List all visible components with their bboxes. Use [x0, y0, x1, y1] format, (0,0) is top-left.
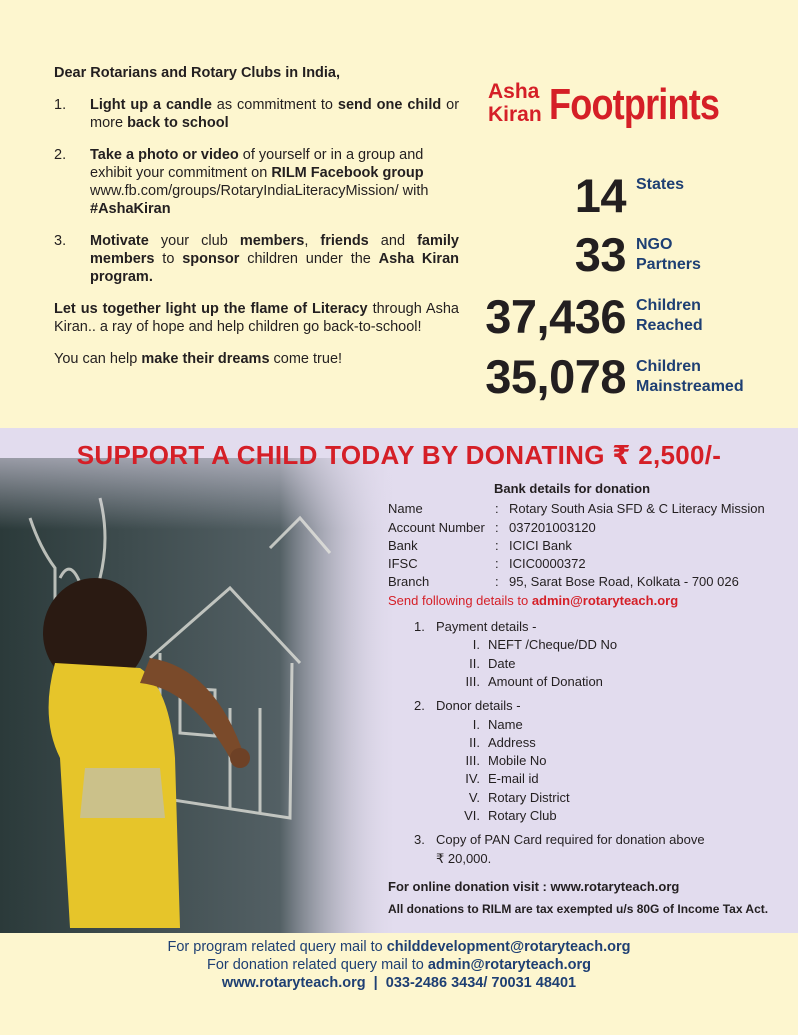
top-section	[0, 0, 798, 428]
admin-email-link[interactable]: admin@rotaryteach.org	[531, 592, 679, 608]
stat-value-reached: 37,436	[485, 290, 626, 343]
stat-label-reached: Children Reached	[636, 297, 703, 334]
donation-section	[0, 428, 798, 933]
stat-value-ngo: 33	[574, 228, 626, 281]
commitment-item-3: 3. Motivate your club members, friends and family members to sponsor children under the Asha Kiran program.	[54, 233, 460, 285]
stat-value-states: 14	[574, 169, 626, 222]
online-donation-link[interactable]: For online donation visit : www.rotaryteach.org	[388, 878, 680, 894]
kiran-word: Kiran	[488, 103, 542, 126]
payment-details: 1. Payment details -	[414, 619, 537, 635]
bank-row-name: Name : Rotary South Asia SFD & C Literacy Mission	[388, 501, 765, 517]
dreams-paragraph: You can help make their dreams come true!	[54, 351, 343, 367]
list-item: V. Rotary District	[468, 789, 570, 805]
list-item: IV. E-mail id	[465, 771, 539, 787]
contact-footer	[0, 938, 798, 992]
asha-word: Asha	[488, 80, 540, 103]
item-number: 3.	[54, 233, 67, 249]
commitment-item-1: 1. Light up a candle as commitment to send one child or more back to school	[54, 97, 460, 131]
bank-details-title: Bank details for donation	[494, 481, 651, 496]
footprints-word: Footprints	[549, 80, 720, 129]
item-number: 2.	[54, 147, 67, 163]
website-phone-line[interactable]: www.rotaryteach.org | 033-2486 3434/ 70031 48401	[221, 975, 577, 991]
bank-row-ifsc: IFSC : ICIC0000372	[388, 556, 586, 572]
list-item: I. Name	[472, 716, 523, 732]
bank-row-branch: Branch : 95, Sarat Bose Road, Kolkata - 700 026	[388, 574, 739, 590]
program-query-line: For program related query mail to childdevelopment@rotaryteach.org	[167, 939, 631, 955]
child-at-chalkboard-image	[0, 458, 400, 933]
stat-value-mainstreamed: 35,078	[485, 350, 626, 403]
list-item: II. Address	[469, 734, 536, 750]
list-item: II. Date	[469, 655, 516, 671]
tax-exemption-note: All donations to RILM are tax exempted u/s 80G of Income Tax Act.	[388, 902, 769, 917]
list-item: VI. Rotary Club	[464, 808, 557, 824]
list-item: III. Mobile No	[465, 753, 547, 769]
donation-query-line: For donation related query mail to admin@rotaryteach.org	[206, 957, 592, 973]
send-details-line: Send following details to admin@rotaryteach.org	[388, 592, 679, 608]
intro-letter	[54, 64, 459, 382]
literacy-paragraph: Let us together light up the flame of Literacy through Asha Kiran.. a ray of hope and help children go back-to-school!	[54, 301, 459, 335]
required-details-list	[388, 618, 788, 868]
list-item: I. NEFT /Cheque/DD No	[472, 637, 618, 653]
commitment-item-2: 2. Take a photo or video of yourself or in a group and exhibit your commitment on RILM Facebook group www.fb.com/groups/RotaryIndiaLiteracyMission/ with #AshaKiran	[54, 147, 429, 217]
greeting: Dear Rotarians and Rotary Clubs in India,	[54, 65, 341, 81]
bank-row-account: Account Number : 037201003120	[388, 519, 596, 535]
bank-row-bank: Bank : ICICI Bank	[388, 537, 572, 553]
support-headline: SUPPORT A CHILD TODAY BY DONATING ₹ 2,500/-	[76, 440, 722, 470]
bank-details	[388, 480, 788, 919]
donor-details: 2. Donor details -	[414, 698, 521, 714]
stat-label-mainstreamed: Children Mainstreamed	[636, 358, 744, 395]
stat-label-ngo: NGO Partners	[636, 236, 701, 273]
stat-label-states: States	[636, 176, 685, 193]
program-email-link[interactable]: childdevelopment@rotaryteach.org	[386, 939, 631, 955]
donation-email-link[interactable]: admin@rotaryteach.org	[427, 957, 592, 973]
pan-card-note: 3. Copy of PAN Card required for donation above ₹ 20,000.	[414, 832, 705, 866]
item-number: 1.	[54, 97, 67, 113]
list-item: III. Amount of Donation	[465, 673, 603, 689]
